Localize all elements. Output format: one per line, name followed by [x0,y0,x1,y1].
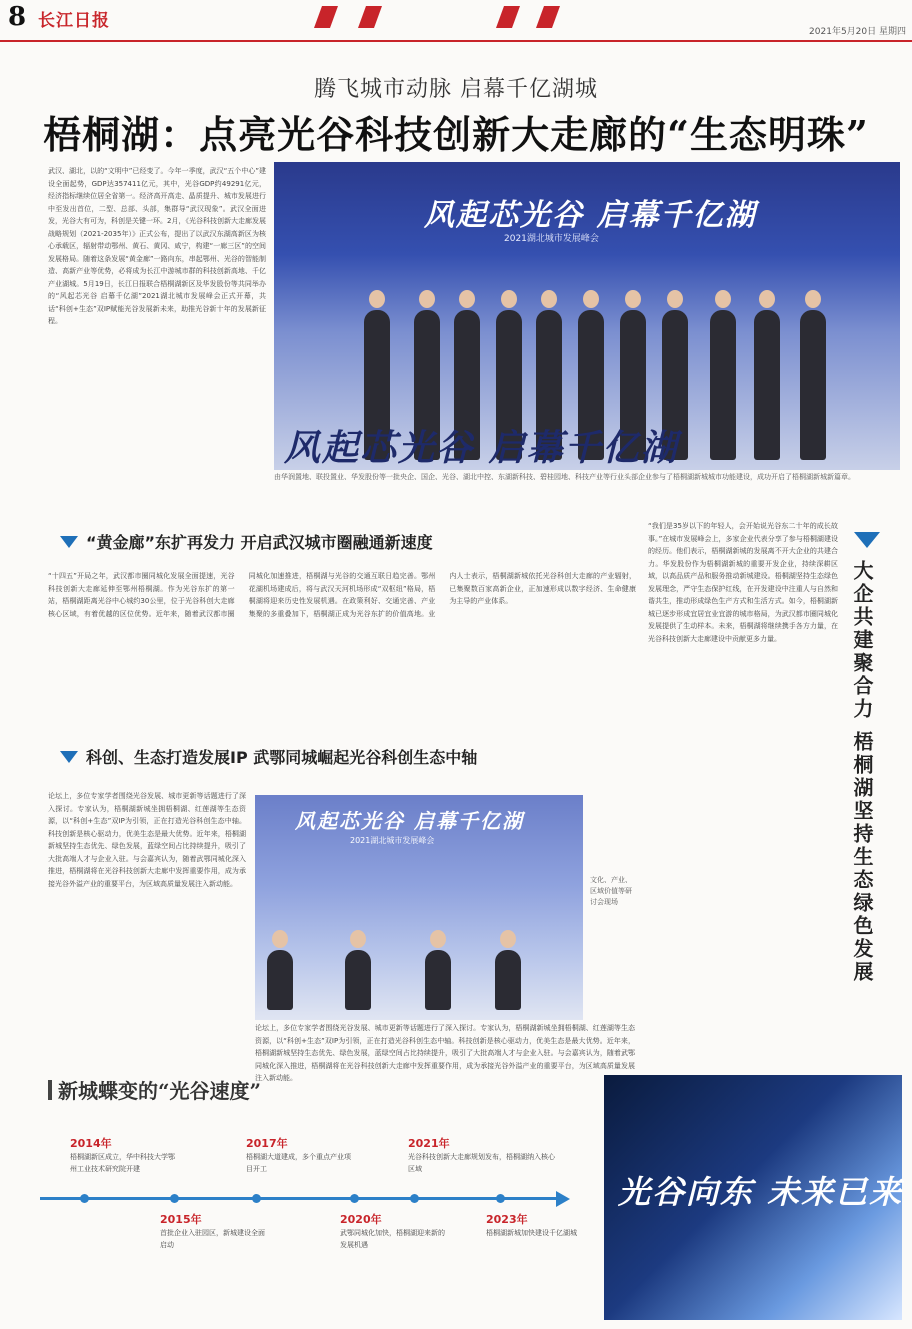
city-night-photo [604,1075,902,1320]
section-text: “十四五”开局之年，武汉都市圈同城化发展全面提速，光谷科技创新大走廊延伸至鄂州梧桐湖。作为光谷东扩的第一站，梧桐湖距离光谷中心城约30公里，位于光谷科创大走廊核心区域，有着优越的区位优势。近年来，随着武汉都市圈同城化加速推进，梧桐湖与光谷的交通互联日趋完善。鄂州花湖机场建成后，将与武汉天河机场形成“双枢纽”格局，梧桐湖将迎来历史性发展机遇。在政策利好、交通完善、产业集聚的多重叠加下，梧桐湖正成为光谷东扩的价值高地。业内人士表示，梧桐湖新城依托光谷科创大走廊的产业辐射，已集聚数百家高新企业，正加速形成以数字经济、生命健康为主导的产业体系。 [48,572,636,618]
header-decoration [358,6,382,28]
section-text: 论坛上，多位专家学者围绕光谷发展、城市更新等话题进行了深入探讨。专家认为，梧桐湖新城坐拥梧桐湖、红莲湖等生态资源，以“科创+生态”双IP为引领，正在打造光谷科创生态中轴。科技创新是核心驱动力，优美生态是最大优势。近年来，梧桐湖新城坚持生态优先、绿色发展，蓝绿空间占比持续提升，吸引了大批高端人才与企业入驻。与会嘉宾认为，随着武鄂同城化深入推进，梧桐湖将在光谷科技创新大走廊中发挥重要作用，成为承接光谷外溢产业的重要平台，为区域高质量发展注入新动能。 [48,792,246,888]
forum-photo [255,795,583,1020]
triangle-icon [60,751,78,763]
photo-banner-subtitle: 2021湖北城市发展峰会 [350,836,435,845]
headline: 梧桐湖：点亮光谷科技创新大走廊的“生态明珠” [43,112,869,157]
timeline-event: 梧桐湖新区成立，华中科技大学鄂州工业技术研究院开建 [70,1153,175,1173]
timeline-event: 梧桐湖大道建成，多个重点产业项目开工 [246,1153,351,1173]
summit-group-photo [274,162,900,470]
header-decoration [536,6,560,28]
timeline-title-text: 新城蝶变的“光谷速度” [58,1079,262,1103]
photo-banner-text: 风起芯光谷 启幕千亿湖 [424,198,757,233]
person-figure [267,950,293,1010]
timeline-year: 2015年 [160,1213,202,1226]
timeline-axis [40,1197,560,1200]
page-number: 8 [8,2,27,32]
header-rule [0,40,912,42]
person-figure [495,950,521,1010]
arrow-right-icon [556,1191,570,1207]
timeline-dot [496,1194,505,1203]
photo-lower-text: 风起芯光谷 启幕千亿湖 [284,427,679,469]
timeline-event: 武鄂同城化加快，梧桐湖迎来新的发展机遇 [340,1229,445,1249]
timeline-year: 2017年 [246,1137,288,1150]
person-figure [710,310,736,460]
photo-caption: 文化、产业、区域价值等研讨会现场 [590,876,632,906]
photo-banner-subtitle: 2021湖北城市发展峰会 [504,234,599,244]
triangle-icon [854,532,880,548]
timeline-year: 2023年 [486,1213,528,1226]
triangle-icon [60,536,78,548]
timeline-year: 2021年 [408,1137,450,1150]
photo-slogan: 光谷向东 未来已来 [618,1173,904,1211]
timeline-event: 首批企业入驻园区，新城建设全面启动 [160,1229,265,1249]
person-figure [754,310,780,460]
timeline-dot [252,1194,261,1203]
header-decoration [314,6,338,28]
timeline-dot [410,1194,419,1203]
section-heading [60,530,433,553]
header-decoration [496,6,520,28]
sidebar-text: “我们是35岁以下的年轻人，会开始说光谷东二十年的成长故事。”在城市发展峰会上，多家企业代表分享了参与梧桐湖建设的经历。他们表示，梧桐湖新城的发展离不开大企业的共建合力。华发股份作为梧桐湖新城的重要开发企业，持续深耕区域，以高品质产品和服务推动新城建设。梧桐湖坚持生态绿色发展理念，严守生态保护红线，在开发建设中注重人与自然和谐共生，推动形成绿色生产方式和生活方式。如今，梧桐湖新城已逐步形成宜居宜业宜游的城市格局，为武汉都市圈同城化发展提供了生动样本。未来，梧桐湖将继续携手各方力量，在光谷科技创新大走廊建设中贡献更多力量。 [648,522,838,643]
timeline-event: 光谷科技创新大走廊规划发布，梧桐湖纳入核心区域 [408,1153,555,1173]
sidebar-title: 大企共建聚合力 梧桐湖坚持生态绿色发展 [850,560,874,984]
timeline-title [48,1075,261,1104]
timeline-dot [80,1194,89,1203]
intro-text: 武汉、湖北，以的“文明中”已经变了。今年一季度，武汉“五个中心”建设全面起势，GDP达357411亿元，其中，光谷GDP约49291亿元，经济指标继续位居全省第一。经济高开高走、晶质提升、城市发展进行中至发出首位，二型、总部、头部，集群导“武汉现象”。武汉全面进发，光谷大有可为，科创是关键一环。2月，《光谷科技创新大走廊发展战略规划（2021-2035年）》正式公布，提出了以武汉东湖高新区为核心承载区，辐射带动鄂州、黄石、黄冈、咸宁，构建“一廊三区”的空间发展格局。随着这条发展“黄金廊”一路向东，串起鄂州、光谷的智能制造、高新产业等优势，必将成为长江中游城市群的科技创新高地、千亿产业湖城。5月19日，长江日报联合梧桐湖新区及华发股份等共同举办的“风起芯光谷 启幕千亿湖”2021湖北城市发展峰会正式开幕，共话“科创+生态”双IP赋能光谷发展新未来，助推光谷新十年的发展新征程。 [48,167,266,325]
section-title: “黄金廊”东扩再发力 开启武汉城市圈融通新速度 [86,533,433,552]
timeline-year: 2014年 [70,1137,112,1150]
timeline-year: 2020年 [340,1213,382,1226]
section-heading [60,745,477,768]
timeline-event: 梧桐湖新城加快建设千亿湖城 [486,1229,577,1237]
kicker: 腾飞城市动脉 启幕千亿湖城 [314,77,598,102]
page-header [0,0,912,40]
masthead: 长江日报 [38,11,110,31]
timeline [10,1075,600,1320]
photo-banner-text: 风起芯光谷 启幕千亿湖 [295,809,524,833]
title-bar [48,1080,52,1100]
person-figure [345,950,371,1010]
issue-date: 2021年5月20日 星期四 [809,27,906,37]
photo-caption: 由华润置地、联投置业、华发股份等一批央企、国企、光谷、湖北中控、东湖新科技、碧桂园地、科技产业等行业头部企业参与了梧桐湖新城城市功能建设，成功开启了梧桐湖新城新篇章。 [274,473,855,481]
person-figure [800,310,826,460]
section-text-continued: 论坛上，多位专家学者围绕光谷发展、城市更新等话题进行了深入探讨。专家认为，梧桐湖新城坐拥梧桐湖、红莲湖等生态资源，以“科创+生态”双IP为引领，正在打造光谷科创生态中轴。科技创新是核心驱动力，优美生态是最大优势。近年来，梧桐湖新城坚持生态优先、绿色发展，蓝绿空间占比持续提升，吸引了大批高端人才与企业入驻。与会嘉宾认为，随着武鄂同城化深入推进，梧桐湖将在光谷科技创新大走廊中发挥重要作用，成为承接光谷外溢产业的重要平台，为区域高质量发展注入新动能。 [255,1024,635,1082]
person-figure [425,950,451,1010]
section-title: 科创、生态打造发展IP 武鄂同城崛起光谷科创生态中轴 [86,748,478,767]
timeline-dot [170,1194,179,1203]
timeline-dot [350,1194,359,1203]
